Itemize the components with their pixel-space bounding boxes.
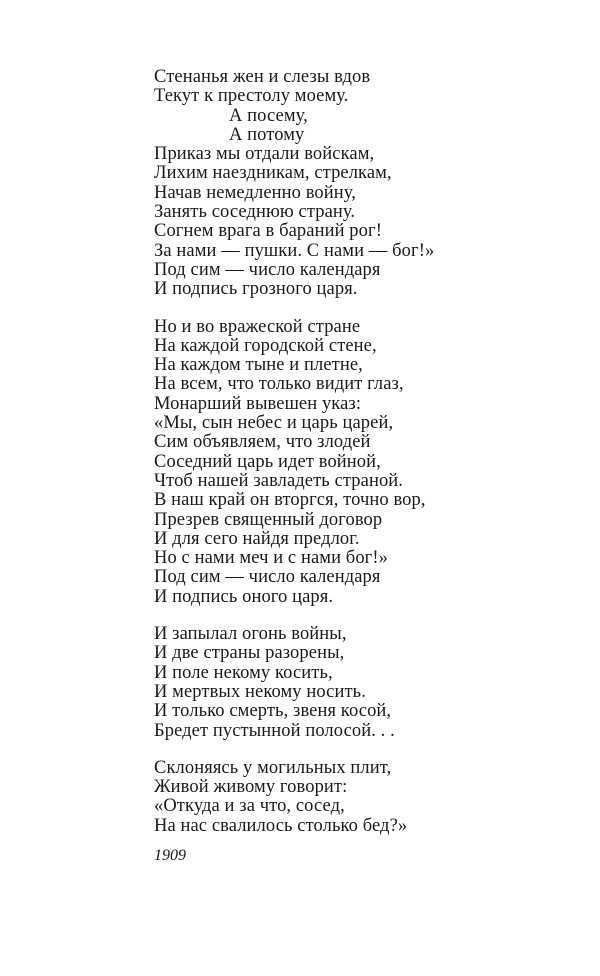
stanza [154,318,554,607]
poem-line: Но с нами меч и с нами бог!» [154,548,388,569]
poem-line: Начав немедленно войну, [154,182,357,203]
poem-line: Лихим наездникам, стрелкам, [154,163,392,184]
poem-line: Живой живому говорит: [154,777,348,798]
poem-line: Текут к престолу моему. [154,86,349,107]
poem-line: Бредет пустынной полосой. . . [154,720,395,741]
stanza [154,759,554,836]
stanza [154,68,554,300]
poem-line: И мертвых некому носить. [154,681,366,702]
poem-line: А посему, [229,105,308,126]
poem-line: Чтоб нашей завладеть страной. [154,470,404,491]
poem-line: В наш край он вторгся, точно вор, [154,490,426,511]
poem-line: И только смерть, звеня косой, [154,701,392,722]
poem-line: И поле некому косить, [154,662,333,683]
poem-line: Согнем врага в бараний рог! [154,221,382,242]
poem-line: На каждом тыне и плетне, [154,355,363,376]
poem-line: А потому [229,124,305,145]
stanza [154,625,554,741]
poem-line: Склоняясь у могильных плит, [154,757,392,778]
poem-line: Приказ мы отдали войскам, [154,144,375,165]
poem-page [154,68,554,866]
poem-body [154,68,554,836]
poem-date: 1909 [154,846,186,864]
poem-line: «Мы, сын небес и царь царей, [154,413,394,434]
poem-line: На каждой городской стене, [154,335,377,356]
poem-line: Под сим — число календаря [154,567,381,588]
poem-line: И подпись оного царя. [154,586,334,607]
poem-line: За нами — пушки. С нами — бог!» [154,240,435,261]
poem-line: И подпись грозного царя. [154,279,358,300]
poem-line: Занять соседнюю страну. [154,202,356,223]
poem-line: На нас свалилось столько бед?» [154,815,408,836]
poem-line: Презрев священный договор [154,509,383,530]
poem-line: Под сим — число календаря [154,259,381,280]
poem-line: Сим объявляем, что злодей [154,432,371,453]
poem-line: На всем, что только видит глаз, [154,374,404,395]
poem-line: Стенанья жен и слезы вдов [154,67,371,87]
poem-line: И запылал огонь войны, [154,624,347,645]
poem-line: Монарший вывешен указ: [154,393,362,414]
poem-line: «Откуда и за что, сосед, [154,796,345,817]
poem-line: Соседний царь идет войной, [154,451,381,472]
poem-line: И для сего найдя предлог. [154,528,360,549]
poem-line: И две страны разорены, [154,643,345,664]
poem-line: Но и во вражеской стране [154,316,361,337]
